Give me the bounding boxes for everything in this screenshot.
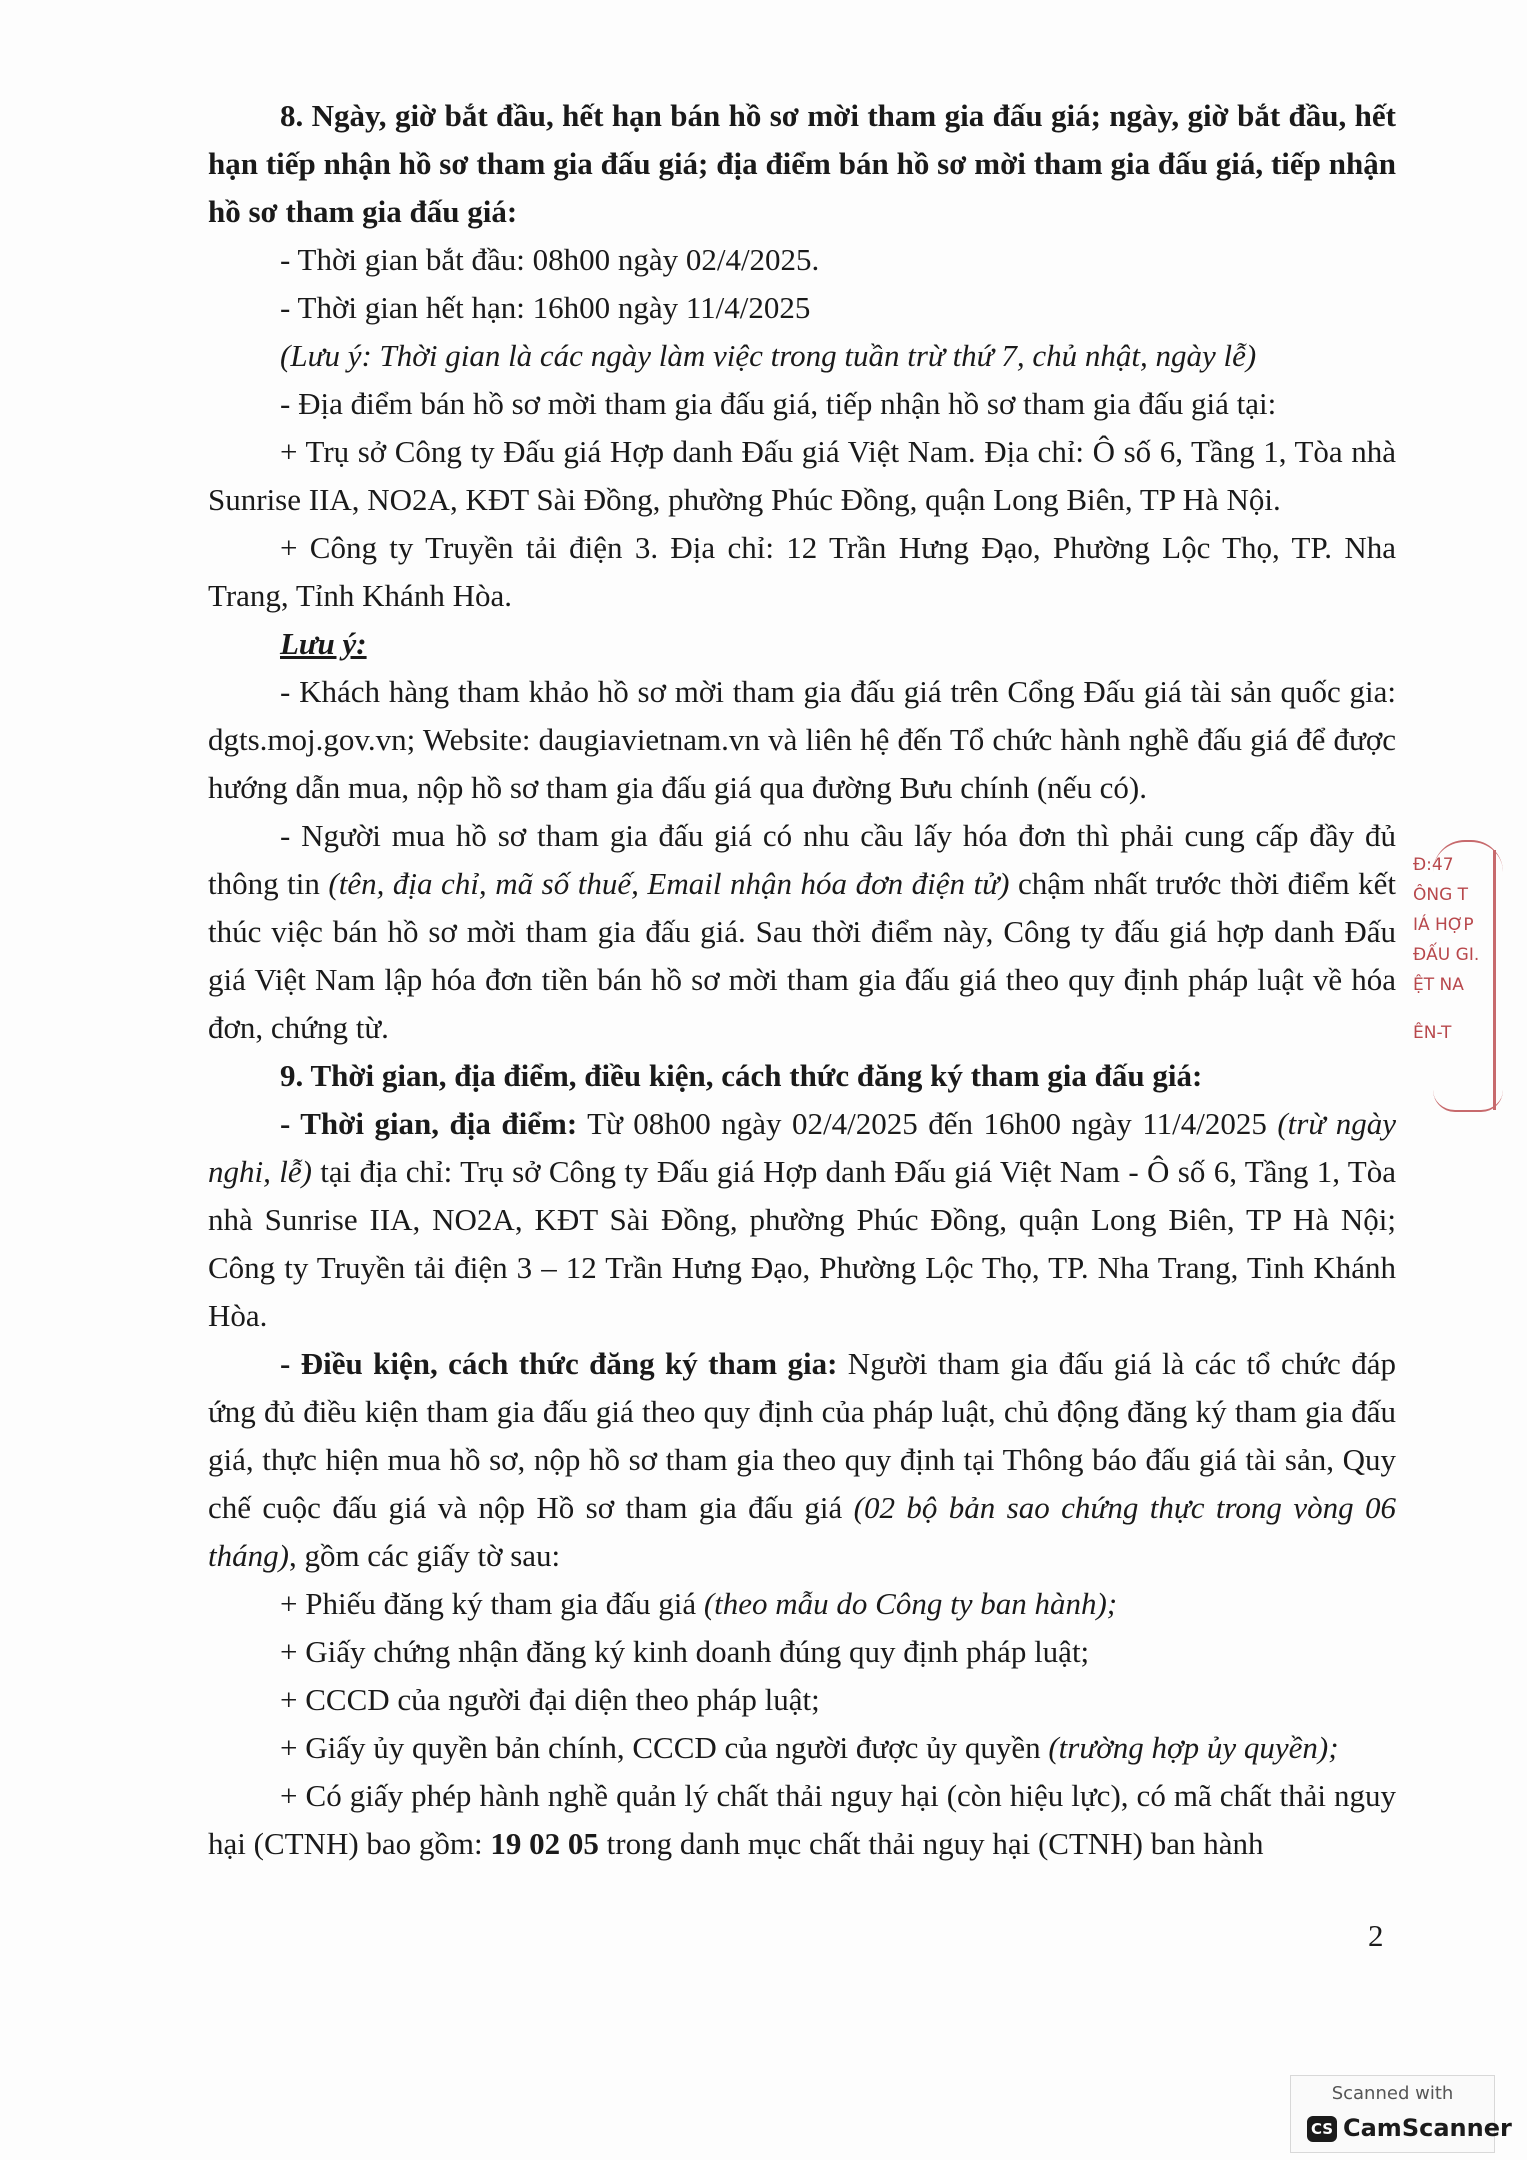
stamp-text-3: IÁ HỢP xyxy=(1413,915,1474,935)
camscanner-logo-icon: CS xyxy=(1307,2116,1337,2142)
stamp-arc-top xyxy=(1433,840,1503,872)
stamp-text-2: ÔNG T xyxy=(1413,885,1469,905)
item5-code: 19 02 05 xyxy=(490,1826,599,1861)
notes-title: Lưu ý: xyxy=(280,626,367,661)
conditions-label: - Điều kiện, cách thức đăng ký tham gia: xyxy=(280,1346,838,1381)
section-9-heading: 9. Thời gian, địa điểm, điều kiện, cách thức đăng ký tham gia đấu giá: xyxy=(280,1058,1203,1093)
stamp-text-5: ỆT NA xyxy=(1413,975,1464,995)
doc-item-waste-license xyxy=(208,1772,1396,1868)
page-number: 2 xyxy=(1368,1918,1384,1953)
section-8-heading: 8. Ngày, giờ bắt đầu, hết hạn bán hồ sơ mời tham gia đấu giá; ngày, giờ bắt đầu, hết hạn tiếp nhận hồ sơ tham gia đấu giá; địa điểm bán hồ sơ mời tham gia đấu giá, tiếp nhận hồ sơ tham gia đấu giá: xyxy=(208,98,1396,229)
time-location-text: Từ 08h00 ngày 02/4/2025 đến 16h00 ngày 11/4/2025 xyxy=(577,1106,1278,1141)
watermark-camscanner: CamScanner xyxy=(1343,2114,1512,2142)
item1-text: + Phiếu đăng ký tham gia đấu giá xyxy=(280,1586,704,1621)
time-location-paragraph xyxy=(208,1100,1396,1340)
time-location-italic: (trừ ngày nghi, lễ) xyxy=(208,1106,1396,1189)
start-time: - Thời gian bắt đầu: 08h00 ngày 02/4/2025. xyxy=(280,242,820,277)
time-location-text-2: tại địa chỉ: Trụ sở Công ty Đấu giá Hợp danh Đấu giá Việt Nam - Ô số 6, Tầng 1, Tòa nhà Sunrise IIA, NO2A, KĐT Sài Đồng, phường Phúc Đồng, quận Long Biên, TP Hà Nội; Công ty Truyền tải điện 3 – 12 Trần Hưng Đạo, Phường Lộc Thọ, TP. Nha Trang, Tinh Khánh Hòa. xyxy=(208,1154,1396,1333)
note-invoice-italic: (tên, địa chỉ, mã số thuế, Email nhận hóa đơn điện tử) xyxy=(328,866,1010,901)
location-nha-trang: + Công ty Truyền tải điện 3. Địa chỉ: 12 Trần Hưng Đạo, Phường Lộc Thọ, TP. Nha Trang, Tỉnh Khánh Hòa. xyxy=(208,530,1396,613)
camscanner-watermark xyxy=(1290,2075,1512,2153)
conditions-italic: (02 bộ bản sao chứng thực trong vòng 06 tháng) xyxy=(208,1490,1397,1573)
location-intro: - Địa điểm bán hồ sơ mời tham gia đấu giá, tiếp nhận hồ sơ tham gia đấu giá tại: xyxy=(280,386,1277,421)
time-location-label: - Thời gian, địa điểm: xyxy=(280,1106,578,1141)
conditions-paragraph xyxy=(208,1340,1396,1580)
item4-text: + Giấy ủy quyền bản chính, CCCD của người được ủy quyền xyxy=(280,1730,1049,1765)
stamp-text-4: ĐẤU GI. xyxy=(1413,945,1480,965)
red-seal-stamp xyxy=(1413,850,1496,1110)
doc-item-representative-id: + CCCD của người đại diện theo pháp luật; xyxy=(280,1682,820,1717)
note-invoice-text: - Người mua hồ sơ tham gia đấu giá có nhu cầu lấy hóa đơn thì phải cung cấp đầy đủ thông tin xyxy=(208,818,1396,901)
item4-italic: (trường hợp ủy quyền); xyxy=(1048,1730,1339,1765)
doc-item-authorization xyxy=(208,1724,1396,1772)
conditions-text-2: , gồm các giấy tờ sau: xyxy=(288,1538,561,1573)
stamp-text-6: ÊN-T xyxy=(1413,1023,1452,1043)
end-time: - Thời gian hết hạn: 16h00 ngày 11/4/2025 xyxy=(280,290,811,325)
location-hanoi: + Trụ sở Công ty Đấu giá Hợp danh Đấu giá Việt Nam. Địa chỉ: Ô số 6, Tầng 1, Tòa nhà Sunrise IIA, NO2A, KĐT Sài Đồng, phường Phúc Đồng, quận Long Biên, TP Hà Nội. xyxy=(208,434,1396,517)
item1-italic: (theo mẫu do Công ty ban hành); xyxy=(703,1586,1118,1621)
note-portal: - Khách hàng tham khảo hồ sơ mời tham gia đấu giá trên Cổng Đấu giá tài sản quốc gia: dgts.moj.gov.vn; Website: daugiavietnam.vn và liên hệ đến Tổ chức hành nghề đấu giá để được hướng dẫn mua, nộp hồ sơ tham gia đấu giá qua đường Bưu chính (nếu có). xyxy=(208,674,1396,805)
item5-text: + Có giấy phép hành nghề quản lý chất thải nguy hại (còn hiệu lực), có mã chất thải nguy hại (CTNH) bao gồm: xyxy=(208,1778,1396,1861)
doc-item-business-certificate: + Giấy chứng nhận đăng ký kinh doanh đúng quy định pháp luật; xyxy=(280,1634,1090,1669)
note-invoice-text-2: chậm nhất trước thời điểm kết thúc việc bán hồ sơ mời tham gia đấu giá. Sau thời điểm này, Công ty đấu giá hợp danh Đấu giá Việt Nam lập hóa đơn tiền bán hồ sơ mời tham gia đấu giá theo quy định pháp luật về hóa đơn, chứng từ. xyxy=(208,866,1397,1045)
stamp-arc-bottom xyxy=(1433,1090,1503,1112)
note-invoice xyxy=(208,812,1396,1052)
working-days-note: (Lưu ý: Thời gian là các ngày làm việc trong tuần trừ thứ 7, chủ nhật, ngày lễ) xyxy=(280,338,1257,373)
document-body xyxy=(208,92,1396,1868)
conditions-text: Người tham gia đấu giá là các tổ chức đáp ứng đủ điều kiện tham gia đấu giá theo quy định của pháp luật, chủ động đăng ký tham gia đấu giá, thực hiện mua hồ sơ, nộp hồ sơ tham gia theo quy định tại Thông báo đấu giá tài sản, Quy chế cuộc đấu giá và nộp Hồ sơ tham gia đấu giá xyxy=(208,1346,1396,1525)
stamp-text-1: Đ:47 xyxy=(1413,855,1454,875)
item5-text-2: trong danh mục chất thải nguy hại (CTNH) ban hành xyxy=(598,1826,1264,1861)
doc-item-registration-form xyxy=(208,1580,1396,1628)
watermark-scanned-with: Scanned with xyxy=(1331,2083,1454,2104)
